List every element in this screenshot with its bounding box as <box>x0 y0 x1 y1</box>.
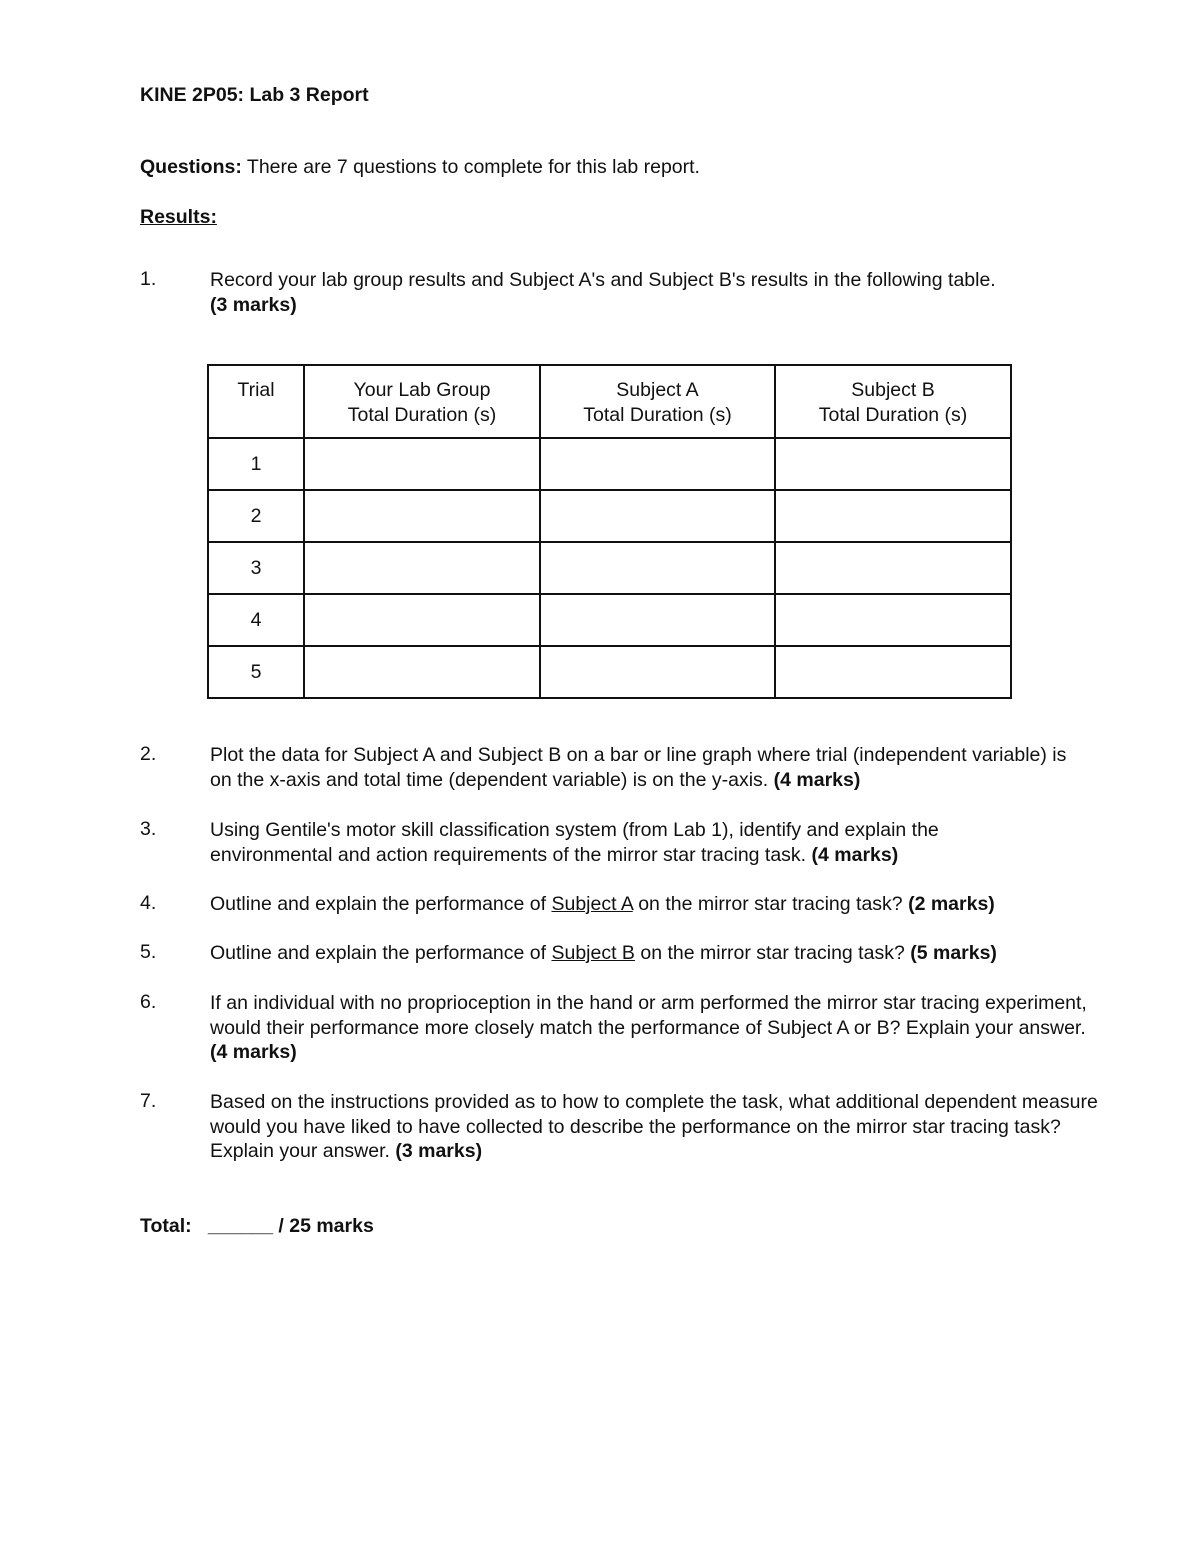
question-number: 2. <box>140 743 157 765</box>
question-text-part: Record your lab group results and Subject A's and Subject B's results in the following table. <box>210 269 996 291</box>
question-number: 1. <box>140 268 157 290</box>
question-text-part: Outline and explain the performance of <box>210 942 552 964</box>
table-row <box>208 594 1011 646</box>
trial-number: 3 <box>208 542 304 594</box>
subject-a-cell[interactable] <box>540 438 775 490</box>
header-trial: Trial <box>208 365 304 438</box>
page-title: KINE 2P05: Lab 3 Report <box>140 84 369 106</box>
question-text <box>210 818 1040 867</box>
question-text-part: Based on the instructions provided as to how to complete the task, what additional dependent measure would you have liked to have collected to describe the performance on the mirror star tracing task? Explain your answer. <box>210 1091 1098 1162</box>
header-subject-b: Subject B Total Duration (s) <box>775 365 1011 438</box>
question-text-part: on the mirror star tracing task? <box>632 893 909 915</box>
subject-a-cell[interactable] <box>540 490 775 542</box>
subject-a-cell[interactable] <box>540 594 775 646</box>
question-marks: (3 marks) <box>395 1140 483 1162</box>
lab-group-cell[interactable] <box>304 594 540 646</box>
question-text-part: If an individual with no proprioception in the hand or arm performed the mirror star tracing experiment, would their performance more closely match the performance of Subject A or B? Explain your answer. <box>210 992 1087 1039</box>
question-text-part: on the mirror star tracing task? <box>634 942 911 964</box>
intro-text: There are 7 questions to complete for this lab report. <box>241 156 700 178</box>
question-marks: (2 marks) <box>908 893 995 915</box>
question-number: 7. <box>140 1090 157 1112</box>
header-lab-group: Your Lab Group Total Duration (s) <box>304 365 540 438</box>
question-number: 5. <box>140 941 157 963</box>
lab-group-cell[interactable] <box>304 490 540 542</box>
subject-b-cell[interactable] <box>775 646 1011 698</box>
lab-group-cell[interactable] <box>304 438 540 490</box>
question-number: 4. <box>140 892 157 914</box>
trial-number: 2 <box>208 490 304 542</box>
total-line <box>140 1215 374 1238</box>
table-row <box>208 490 1011 542</box>
question-text <box>210 941 1130 966</box>
results-table <box>207 364 1012 699</box>
subject-b-cell[interactable] <box>775 490 1011 542</box>
question-text <box>210 1090 1125 1164</box>
subject-a-cell[interactable] <box>540 646 775 698</box>
question-marks: (4 marks) <box>210 1041 297 1063</box>
table-row <box>208 438 1011 490</box>
trial-number: 4 <box>208 594 304 646</box>
results-heading: Results: <box>140 206 217 228</box>
question-text-part: Outline and explain the performance of <box>210 893 552 915</box>
question-text <box>210 268 1130 317</box>
subject-b-cell[interactable] <box>775 542 1011 594</box>
question-text <box>210 991 1100 1065</box>
header-subject-a: Subject A Total Duration (s) <box>540 365 775 438</box>
trial-number: 1 <box>208 438 304 490</box>
question-marks: (4 marks) <box>773 768 861 791</box>
table-row <box>208 542 1011 594</box>
intro-label: Questions: <box>140 156 242 178</box>
intro-line <box>140 156 700 179</box>
total-suffix: / 25 marks <box>272 1215 374 1237</box>
table-header-row <box>208 365 1011 438</box>
question-number: 3. <box>140 818 157 840</box>
question-text <box>210 892 1130 917</box>
question-text-part: Plot the data for Subject A and Subject B on a bar or line graph where trial (independent variable) is on the x-axis and total time (dependent variable) is on the y-axis. <box>210 744 1067 791</box>
question-number: 6. <box>140 991 157 1013</box>
lab-group-cell[interactable] <box>304 646 540 698</box>
question-marks: (3 marks) <box>210 293 297 316</box>
subject-a-cell[interactable] <box>540 542 775 594</box>
trial-number: 5 <box>208 646 304 698</box>
total-label: Total: <box>140 1215 192 1237</box>
subject-b-cell[interactable] <box>775 594 1011 646</box>
total-blank[interactable]: ______ <box>207 1215 273 1237</box>
question-marks: (4 marks) <box>811 843 899 866</box>
subject-b-cell[interactable] <box>775 438 1011 490</box>
question-text <box>210 743 1070 792</box>
lab-group-cell[interactable] <box>304 542 540 594</box>
table-row <box>208 646 1011 698</box>
question-text-part: Using Gentile's motor skill classification system (from Lab 1), identify and explain the environmental and action requirements of the mirror star tracing task. <box>210 819 939 866</box>
question-marks: (5 marks) <box>910 942 997 964</box>
subject-b-link: Subject B <box>551 942 635 964</box>
subject-a-link: Subject A <box>551 893 633 915</box>
